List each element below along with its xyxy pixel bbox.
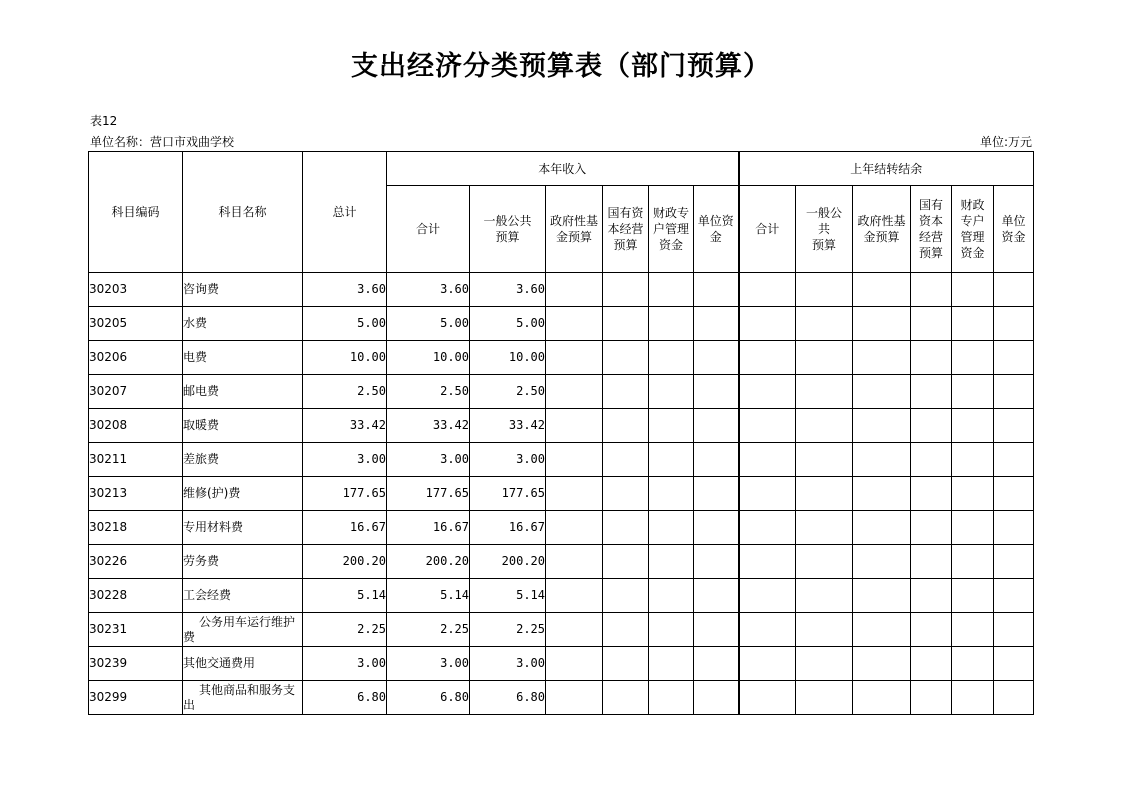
cell-name: 电费 bbox=[183, 341, 303, 375]
table-row bbox=[89, 273, 1034, 307]
cell-current-sum: 3.00 bbox=[387, 647, 470, 681]
header-row-1 bbox=[89, 152, 1034, 186]
cell-empty bbox=[911, 375, 952, 409]
header-current-col: 国有资 本经营 预算 bbox=[603, 186, 649, 273]
cell-empty bbox=[603, 477, 649, 511]
cell-total: 3.60 bbox=[303, 273, 387, 307]
cell-empty bbox=[911, 545, 952, 579]
cell-empty bbox=[603, 613, 649, 647]
cell-current-sum: 2.25 bbox=[387, 613, 470, 647]
cell-empty bbox=[853, 273, 911, 307]
cell-empty bbox=[853, 647, 911, 681]
cell-name: 咨询费 bbox=[183, 273, 303, 307]
cell-empty bbox=[546, 477, 603, 511]
cell-empty bbox=[952, 341, 994, 375]
currency-unit: 单位:万元 bbox=[979, 135, 1032, 149]
cell-total: 5.00 bbox=[303, 307, 387, 341]
cell-empty bbox=[694, 307, 739, 341]
cell-empty bbox=[994, 477, 1034, 511]
cell-empty bbox=[796, 477, 853, 511]
cell-empty bbox=[649, 579, 694, 613]
header-current-col: 合计 bbox=[387, 186, 470, 273]
cell-empty bbox=[739, 579, 796, 613]
header-current-col: 一般公共 预算 bbox=[470, 186, 546, 273]
cell-empty bbox=[603, 273, 649, 307]
cell-empty bbox=[546, 681, 603, 715]
cell-empty bbox=[796, 375, 853, 409]
cell-empty bbox=[649, 409, 694, 443]
cell-empty bbox=[952, 477, 994, 511]
cell-empty bbox=[911, 477, 952, 511]
cell-empty bbox=[739, 613, 796, 647]
cell-name: 其他交通费用 bbox=[183, 647, 303, 681]
cell-current-sum: 5.00 bbox=[387, 307, 470, 341]
cell-empty bbox=[994, 545, 1034, 579]
cell-empty bbox=[911, 443, 952, 477]
cell-empty bbox=[796, 681, 853, 715]
cell-empty bbox=[694, 477, 739, 511]
cell-total: 33.42 bbox=[303, 409, 387, 443]
cell-empty bbox=[546, 409, 603, 443]
table-row bbox=[89, 341, 1034, 375]
cell-empty bbox=[853, 511, 911, 545]
cell-empty bbox=[853, 545, 911, 579]
cell-name: 劳务费 bbox=[183, 545, 303, 579]
cell-empty bbox=[603, 307, 649, 341]
header-name: 科目名称 bbox=[183, 152, 303, 273]
cell-empty bbox=[603, 511, 649, 545]
cell-total: 200.20 bbox=[303, 545, 387, 579]
table-body bbox=[89, 273, 1034, 715]
cell-current-sum: 16.67 bbox=[387, 511, 470, 545]
cell-current-general: 177.65 bbox=[470, 477, 546, 511]
table-row bbox=[89, 375, 1034, 409]
cell-current-sum: 3.00 bbox=[387, 443, 470, 477]
budget-table bbox=[88, 151, 1034, 715]
cell-empty bbox=[911, 681, 952, 715]
cell-name: 水费 bbox=[183, 307, 303, 341]
cell-empty bbox=[796, 341, 853, 375]
header-current-col: 财政专 户管理 资金 bbox=[649, 186, 694, 273]
cell-empty bbox=[603, 341, 649, 375]
cell-empty bbox=[694, 613, 739, 647]
cell-empty bbox=[649, 307, 694, 341]
cell-empty bbox=[952, 307, 994, 341]
cell-code: 30228 bbox=[89, 579, 183, 613]
cell-empty bbox=[853, 307, 911, 341]
cell-empty bbox=[649, 341, 694, 375]
cell-current-general: 200.20 bbox=[470, 545, 546, 579]
cell-total: 3.00 bbox=[303, 647, 387, 681]
cell-empty bbox=[796, 273, 853, 307]
cell-empty bbox=[853, 579, 911, 613]
cell-name: 其他商品和服务支出 bbox=[183, 681, 303, 715]
cell-name: 邮电费 bbox=[183, 375, 303, 409]
cell-name: 取暖费 bbox=[183, 409, 303, 443]
table-row bbox=[89, 579, 1034, 613]
cell-code: 30206 bbox=[89, 341, 183, 375]
cell-empty bbox=[853, 613, 911, 647]
cell-empty bbox=[994, 681, 1034, 715]
cell-empty bbox=[796, 511, 853, 545]
cell-current-sum: 6.80 bbox=[387, 681, 470, 715]
cell-empty bbox=[853, 341, 911, 375]
unit-name: 单位名称：营口市戏曲学校 bbox=[90, 135, 235, 149]
cell-current-general: 5.00 bbox=[470, 307, 546, 341]
cell-empty bbox=[853, 375, 911, 409]
cell-total: 6.80 bbox=[303, 681, 387, 715]
cell-empty bbox=[694, 545, 739, 579]
table-row bbox=[89, 443, 1034, 477]
cell-empty bbox=[546, 341, 603, 375]
cell-code: 30218 bbox=[89, 511, 183, 545]
cell-current-sum: 200.20 bbox=[387, 545, 470, 579]
table-row bbox=[89, 613, 1034, 647]
cell-empty bbox=[546, 579, 603, 613]
cell-name: 公务用车运行维护费 bbox=[183, 613, 303, 647]
cell-total: 177.65 bbox=[303, 477, 387, 511]
cell-empty bbox=[649, 681, 694, 715]
cell-empty bbox=[911, 579, 952, 613]
cell-current-sum: 3.60 bbox=[387, 273, 470, 307]
cell-empty bbox=[603, 579, 649, 613]
cell-empty bbox=[739, 409, 796, 443]
cell-total: 3.00 bbox=[303, 443, 387, 477]
table-row bbox=[89, 545, 1034, 579]
cell-empty bbox=[994, 341, 1034, 375]
cell-empty bbox=[911, 647, 952, 681]
cell-empty bbox=[796, 443, 853, 477]
table-row bbox=[89, 511, 1034, 545]
cell-empty bbox=[796, 409, 853, 443]
table-row bbox=[89, 681, 1034, 715]
cell-code: 30213 bbox=[89, 477, 183, 511]
cell-empty bbox=[739, 647, 796, 681]
header-prior-col: 国有 资本 经营 预算 bbox=[911, 186, 952, 273]
cell-empty bbox=[994, 511, 1034, 545]
cell-code: 30203 bbox=[89, 273, 183, 307]
header-prior-col: 合计 bbox=[739, 186, 796, 273]
cell-empty bbox=[853, 443, 911, 477]
header-current-col: 政府性基 金预算 bbox=[546, 186, 603, 273]
cell-empty bbox=[796, 647, 853, 681]
cell-empty bbox=[739, 307, 796, 341]
cell-current-general: 6.80 bbox=[470, 681, 546, 715]
cell-current-sum: 33.42 bbox=[387, 409, 470, 443]
header-total: 总计 bbox=[303, 152, 387, 273]
cell-empty bbox=[603, 409, 649, 443]
cell-empty bbox=[694, 647, 739, 681]
cell-empty bbox=[739, 341, 796, 375]
cell-empty bbox=[994, 409, 1034, 443]
cell-current-sum: 5.14 bbox=[387, 579, 470, 613]
cell-empty bbox=[649, 647, 694, 681]
cell-empty bbox=[994, 647, 1034, 681]
cell-empty bbox=[649, 375, 694, 409]
cell-empty bbox=[952, 375, 994, 409]
cell-empty bbox=[546, 545, 603, 579]
cell-empty bbox=[853, 409, 911, 443]
cell-empty bbox=[649, 545, 694, 579]
cell-current-general: 3.00 bbox=[470, 443, 546, 477]
cell-empty bbox=[546, 443, 603, 477]
header-code: 科目编码 bbox=[89, 152, 183, 273]
cell-empty bbox=[649, 613, 694, 647]
header-prior-balance: 上年结转结余 bbox=[739, 152, 1034, 186]
cell-empty bbox=[694, 409, 739, 443]
cell-empty bbox=[739, 511, 796, 545]
cell-current-sum: 177.65 bbox=[387, 477, 470, 511]
cell-empty bbox=[546, 307, 603, 341]
cell-empty bbox=[952, 443, 994, 477]
cell-empty bbox=[952, 579, 994, 613]
cell-empty bbox=[853, 681, 911, 715]
cell-empty bbox=[649, 511, 694, 545]
cell-code: 30231 bbox=[89, 613, 183, 647]
cell-empty bbox=[796, 307, 853, 341]
cell-total: 2.50 bbox=[303, 375, 387, 409]
cell-empty bbox=[952, 681, 994, 715]
cell-empty bbox=[952, 409, 994, 443]
cell-total: 16.67 bbox=[303, 511, 387, 545]
cell-current-general: 33.42 bbox=[470, 409, 546, 443]
cell-empty bbox=[994, 579, 1034, 613]
header-prior-col: 单位 资金 bbox=[994, 186, 1034, 273]
cell-empty bbox=[694, 579, 739, 613]
table-row bbox=[89, 477, 1034, 511]
cell-empty bbox=[649, 273, 694, 307]
cell-empty bbox=[796, 545, 853, 579]
cell-total: 10.00 bbox=[303, 341, 387, 375]
cell-name: 差旅费 bbox=[183, 443, 303, 477]
cell-empty bbox=[694, 681, 739, 715]
header-prior-col: 财政 专户 管理 资金 bbox=[952, 186, 994, 273]
cell-empty bbox=[546, 511, 603, 545]
cell-current-general: 3.00 bbox=[470, 647, 546, 681]
cell-empty bbox=[952, 647, 994, 681]
cell-empty bbox=[739, 273, 796, 307]
cell-total: 2.25 bbox=[303, 613, 387, 647]
cell-empty bbox=[796, 579, 853, 613]
cell-empty bbox=[994, 307, 1034, 341]
cell-empty bbox=[911, 273, 952, 307]
cell-empty bbox=[853, 477, 911, 511]
table-row bbox=[89, 647, 1034, 681]
cell-empty bbox=[796, 613, 853, 647]
cell-current-general: 16.67 bbox=[470, 511, 546, 545]
cell-empty bbox=[603, 443, 649, 477]
cell-code: 30211 bbox=[89, 443, 183, 477]
cell-empty bbox=[603, 545, 649, 579]
cell-empty bbox=[994, 443, 1034, 477]
cell-empty bbox=[952, 545, 994, 579]
cell-empty bbox=[546, 273, 603, 307]
cell-current-sum: 10.00 bbox=[387, 341, 470, 375]
cell-empty bbox=[739, 443, 796, 477]
cell-code: 30208 bbox=[89, 409, 183, 443]
cell-name: 维修(护)费 bbox=[183, 477, 303, 511]
page-title: 支出经济分类预算表（部门预算） bbox=[351, 51, 771, 82]
cell-empty bbox=[911, 307, 952, 341]
cell-empty bbox=[739, 681, 796, 715]
cell-empty bbox=[739, 545, 796, 579]
cell-total: 5.14 bbox=[303, 579, 387, 613]
cell-empty bbox=[546, 375, 603, 409]
table-row bbox=[89, 307, 1034, 341]
cell-empty bbox=[603, 681, 649, 715]
cell-current-sum: 2.50 bbox=[387, 375, 470, 409]
cell-empty bbox=[603, 375, 649, 409]
header-prior-col: 一般公 共 预算 bbox=[796, 186, 853, 273]
cell-empty bbox=[603, 647, 649, 681]
cell-code: 30207 bbox=[89, 375, 183, 409]
header-prior-col: 政府性基 金预算 bbox=[853, 186, 911, 273]
cell-current-general: 2.50 bbox=[470, 375, 546, 409]
cell-current-general: 2.25 bbox=[470, 613, 546, 647]
cell-empty bbox=[952, 273, 994, 307]
header-current-income: 本年收入 bbox=[387, 152, 739, 186]
cell-name: 专用材料费 bbox=[183, 511, 303, 545]
cell-empty bbox=[739, 477, 796, 511]
cell-name: 工会经费 bbox=[183, 579, 303, 613]
cell-empty bbox=[739, 375, 796, 409]
cell-empty bbox=[911, 409, 952, 443]
table-number: 表12 bbox=[90, 114, 118, 128]
cell-empty bbox=[911, 511, 952, 545]
table-row bbox=[89, 409, 1034, 443]
cell-current-general: 3.60 bbox=[470, 273, 546, 307]
cell-empty bbox=[694, 273, 739, 307]
cell-current-general: 10.00 bbox=[470, 341, 546, 375]
cell-code: 30205 bbox=[89, 307, 183, 341]
cell-empty bbox=[694, 511, 739, 545]
cell-empty bbox=[694, 443, 739, 477]
cell-empty bbox=[546, 613, 603, 647]
cell-empty bbox=[911, 613, 952, 647]
cell-empty bbox=[694, 341, 739, 375]
cell-empty bbox=[994, 273, 1034, 307]
cell-empty bbox=[952, 511, 994, 545]
cell-empty bbox=[694, 375, 739, 409]
cell-empty bbox=[649, 443, 694, 477]
cell-code: 30226 bbox=[89, 545, 183, 579]
cell-code: 30299 bbox=[89, 681, 183, 715]
cell-empty bbox=[994, 613, 1034, 647]
header-current-col: 单位资 金 bbox=[694, 186, 739, 273]
cell-empty bbox=[649, 477, 694, 511]
cell-empty bbox=[911, 341, 952, 375]
cell-empty bbox=[546, 647, 603, 681]
cell-code: 30239 bbox=[89, 647, 183, 681]
cell-current-general: 5.14 bbox=[470, 579, 546, 613]
cell-empty bbox=[994, 375, 1034, 409]
cell-empty bbox=[952, 613, 994, 647]
